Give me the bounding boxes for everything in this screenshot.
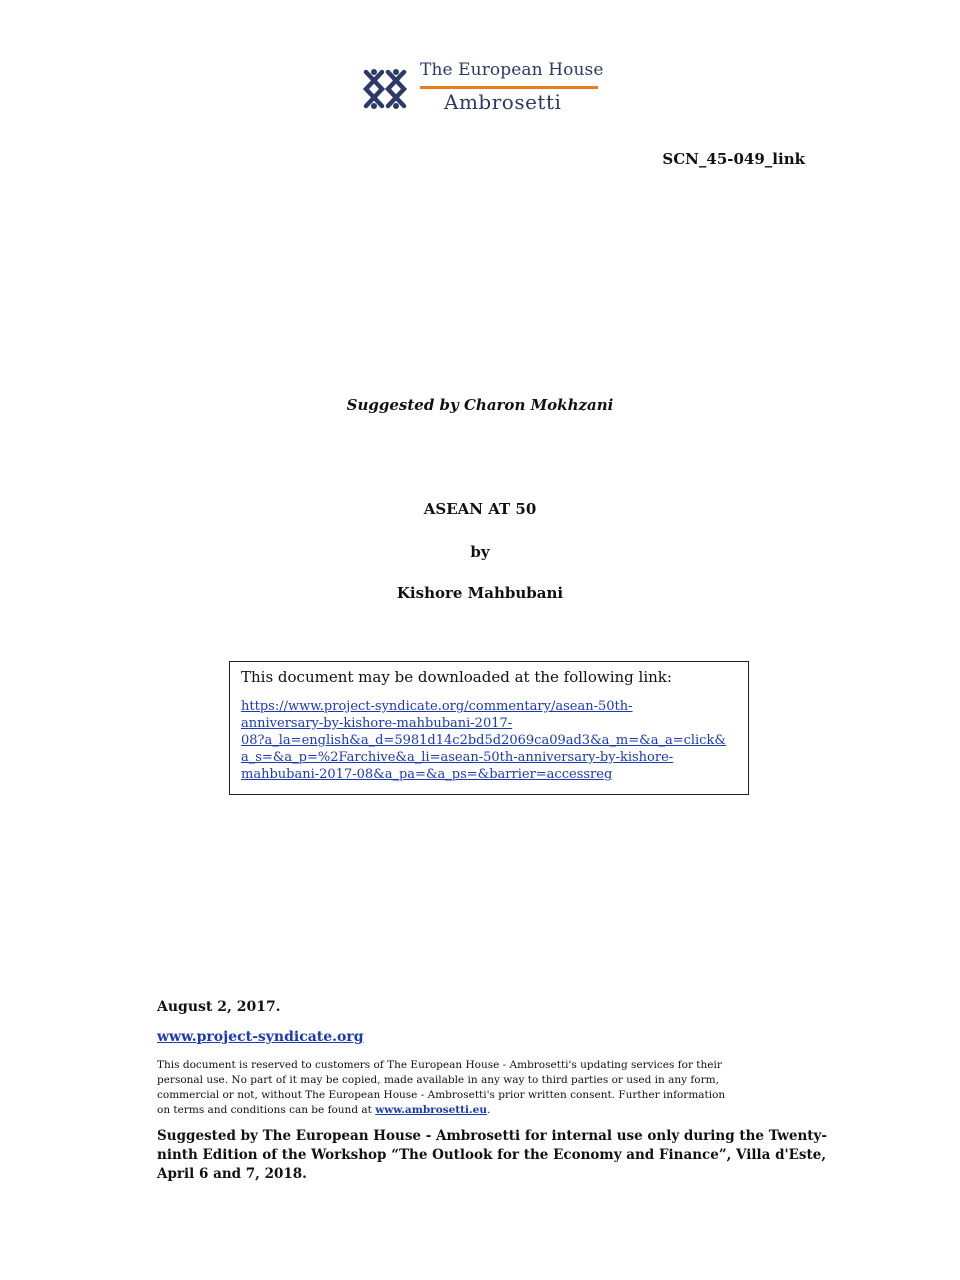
notice-line: personal use. No part of it may be copied, made available in any way to third parties or used in any form, — [157, 1074, 719, 1086]
publication-date: August 2, 2017. — [157, 999, 281, 1015]
by-label: by — [470, 543, 490, 561]
download-link-line[interactable]: 08?a_la=english&a_d=5981d14c2bd5d2069ca09ad3&a_m=&a_a=click& — [241, 733, 726, 748]
download-intro-text: This document may be downloaded at the following link: — [241, 668, 672, 686]
logo-title-line2: Ambrosetti — [444, 90, 562, 114]
download-link-line[interactable]: https://www.project-syndicate.org/commentary/asean-50th- — [241, 699, 633, 714]
document-title: ASEAN AT 50 — [423, 500, 537, 518]
ambrosetti-site-link[interactable]: www.ambrosetti.eu — [375, 1104, 487, 1116]
internal-use-note — [157, 1127, 827, 1184]
suggested-by: Suggested by Charon Mokhzani — [346, 396, 614, 414]
download-link[interactable] — [241, 698, 738, 783]
notice-line: commercial or not, without The European House - Ambrosetti's prior written consent. Further information — [157, 1089, 726, 1101]
download-link-box — [229, 661, 749, 795]
notice-line-text: on terms and conditions can be found at — [157, 1104, 376, 1116]
notice-line-last — [157, 1103, 805, 1118]
download-link-line[interactable]: anniversary-by-kishore-mahbubani-2017- — [241, 716, 513, 731]
ambrosetti-logo-mark-icon — [360, 66, 414, 112]
download-link-line[interactable]: a_s=&a_p=%2Farchive&a_li=asean-50th-anniversary-by-kishore- — [241, 750, 674, 765]
logo-orange-rule — [420, 86, 598, 89]
footer-line: April 6 and 7, 2018. — [157, 1166, 307, 1182]
footer-line: ninth Edition of the Workshop “The Outlook for the Economy and Finance”, Villa d'Este, — [157, 1147, 827, 1163]
logo-title-line1: The European House — [420, 60, 604, 80]
notice-line: This document is reserved to customers of The European House - Ambrosetti's updating services for their — [157, 1059, 722, 1071]
source-site-link[interactable]: www.project-syndicate.org — [157, 1029, 364, 1045]
copyright-notice — [157, 1058, 805, 1118]
brand-logo — [360, 60, 605, 116]
footer-line: Suggested by The European House - Ambrosetti for internal use only during the Twenty- — [157, 1128, 827, 1144]
document-code: SCN_45-049_link — [662, 150, 805, 168]
author-name: Kishore Mahbubani — [396, 584, 564, 602]
download-link-line[interactable]: mahbubani-2017-08&a_pa=&a_ps=&barrier=accessreg — [241, 767, 613, 782]
notice-end: . — [486, 1104, 491, 1116]
